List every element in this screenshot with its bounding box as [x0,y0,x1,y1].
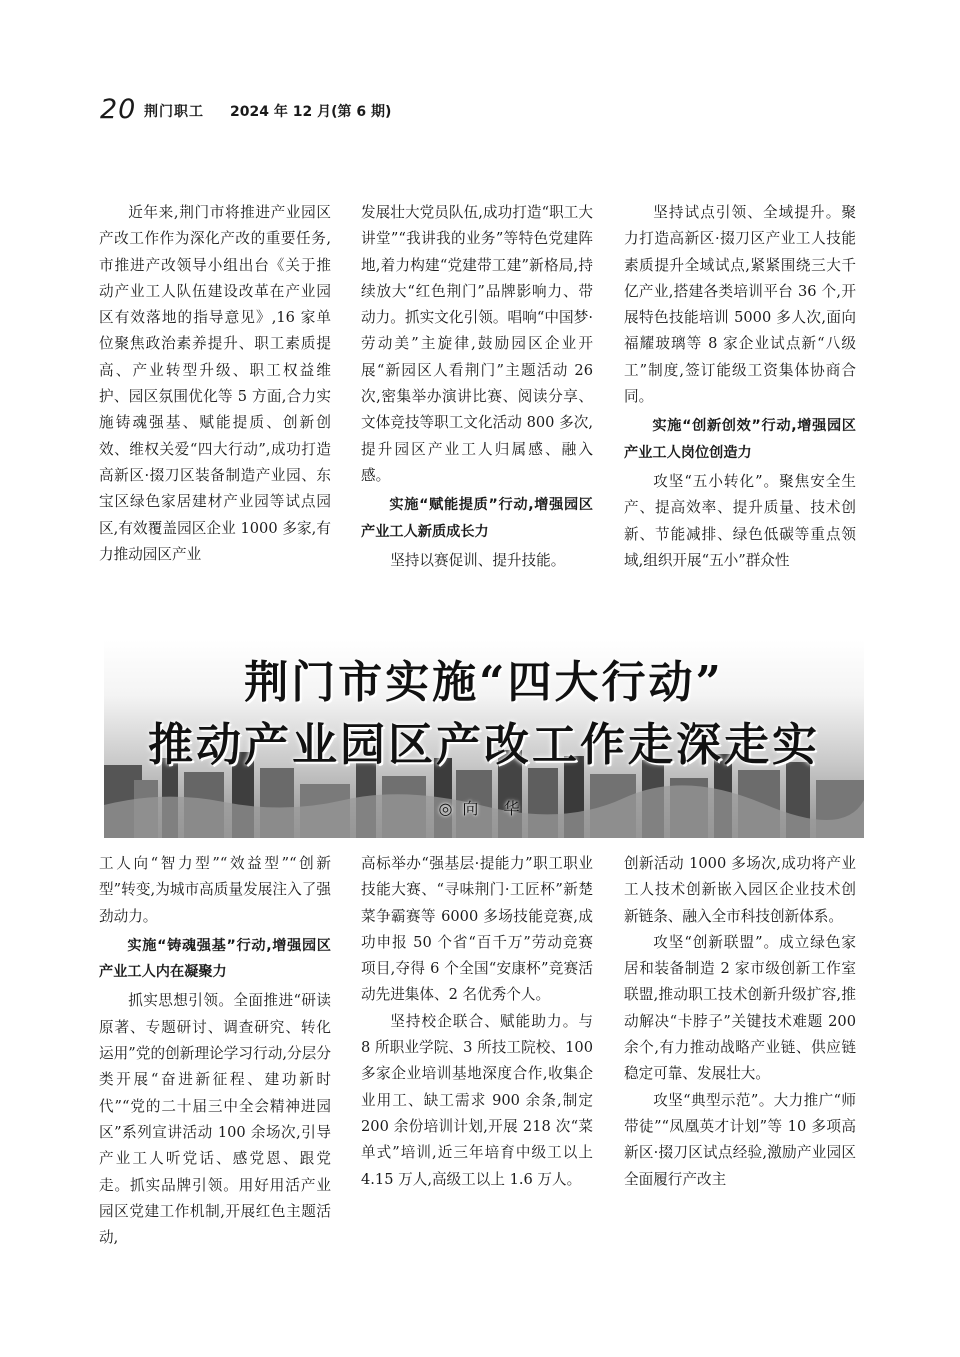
column-5 [361,851,593,1193]
column-2 [361,200,593,574]
magazine-name: 荆门职工 [144,104,204,120]
title-banner [104,640,864,838]
section-heading: 实施“创新创效”行动,增强园区产业工人岗位创造力 [624,418,856,461]
paragraph: 工人向“智力型”“效益型”“创新型”转变,为城市高质量发展注入了强劲动力。 [99,855,331,925]
paragraph: 坚持以赛促训、提升技能。 [390,551,566,569]
article-title-line-1: 荆门市实施“四大行动” [244,657,724,708]
section-heading: 实施“铸魂强基”行动,增强园区产业工人内在凝聚力 [99,937,331,981]
paragraph: 发展壮大党员队伍,成功打造“职工大讲堂”“我讲我的业务”等特色党建阵地,着力构建“党建带工建”新格局,持续放大“红色荆门”品牌影响力、带动力。抓实文化引领。唱响“中国梦·劳动美”主旋律,鼓励园区企业开展“新园区人看荆门”主题活动 26 次,密集举办演讲比赛、阅读分享、文体竞技等职工文化活动 800 多次,提升园区产业工人归属感、融入感。 [361,204,593,484]
paragraph: 攻坚“创新联盟”。成立绿色家居和装备制造 2 家市级创新工作室联盟,推动职工技术创新升级扩容,推动解决“卡脖子”关键技术难题 200 余个,有力推动战略产业链、供应链稳定可靠、发展壮大。 [624,933,856,1083]
issue-info: 2024 年 12 月(第 6 期) [230,104,392,120]
column-6 [624,851,856,1193]
column-4 [99,851,331,1251]
paragraph: 高标举办“强基层·提能力”职工职业技能大赛、“寻味荆门·工匠杯”新楚菜争霸赛等 6000 多场技能竞赛,成功申报 50 个省“百千万”劳动竞赛项目,夺得 6 个全国“安康杯”竞赛活动先进集体、2 名优秀个人。 [361,855,593,1004]
article-title-line-2: 推动产业园区产改工作走深走实 [147,718,820,771]
author-byline: ◎向 华 [438,799,530,818]
paragraph: 攻坚“五小转化”。聚焦安全生产、提高效率、提升质量、技术创新、节能减排、绿色低碳等重点领域,组织开展“五小”群众性 [624,472,856,569]
column-1 [99,200,331,568]
column-3 [624,200,856,574]
paragraph: 抓实思想引领。全面推进“研读原著、专题研讨、调查研究、转化运用”党的创新理论学习行动,分层分类开展“奋进新征程、建功新时代”“党的二十届三中全会精神进园区”系列宣讲活动 100 余场次,引导产业工人听党话、感党恩、跟党走。抓实品牌引领。用好用活产业园区党建工作机制,开展红色主题活动, [99,992,331,1247]
paragraph: 坚持校企联合、赋能助力。与 8 所职业学院、3 所技工院校、100 多家企业培训基地深度合作,收集企业用工、缺工需求 900 余条,制定 200 余份培训计划,开展 218 次“菜单式”培训,近三年培育中级工以上 4.15 万人,高级工以上 1.6 万人。 [361,1012,593,1188]
section-heading: 实施“赋能提质”行动,增强园区产业工人新质成长力 [361,497,593,540]
page-number: 20 [100,94,137,125]
paragraph: 坚持试点引领、全域提升。聚力打造高新区·掇刀区产业工人技能素质提升全域试点,紧紧围绕三大千亿产业,搭建各类培训平台 36 个,开展特色技能培训 5000 多人次,面向福耀玻璃等 8 家企业试点新“八级工”制度,签订能级工资集体协商合同。 [624,204,856,406]
paragraph: 创新活动 1000 多场次,成功将产业工人技术创新嵌入园区企业技术创新链条、融入全市科技创新体系。 [624,855,856,925]
paragraph: 攻坚“典型示范”。大力推广“师带徒”“凤凰英才计划”等 10 多项高新区·掇刀区试点经验,激励产业园区全面履行产改主 [624,1091,856,1188]
paragraph: 近年来,荆门市将推进产业园区产改工作作为深化产改的重要任务,市推进产改领导小组出台《关于推动产业工人队伍建设改革在产业园区有效落地的指导意见》,16 家单位聚焦政治素养提升、职工素质提高、产业转型升级、职工权益维护、园区氛围优化等 5 方面,合力实施铸魂强基、赋能提质、创新创效、维权关爱“四大行动”,成功打造高新区·掇刀区装备制造产业园、东宝区绿色家居建材产业园等试点园区,有效覆盖园区企业 1000 多家,有力推动园区产业 [99,204,331,563]
